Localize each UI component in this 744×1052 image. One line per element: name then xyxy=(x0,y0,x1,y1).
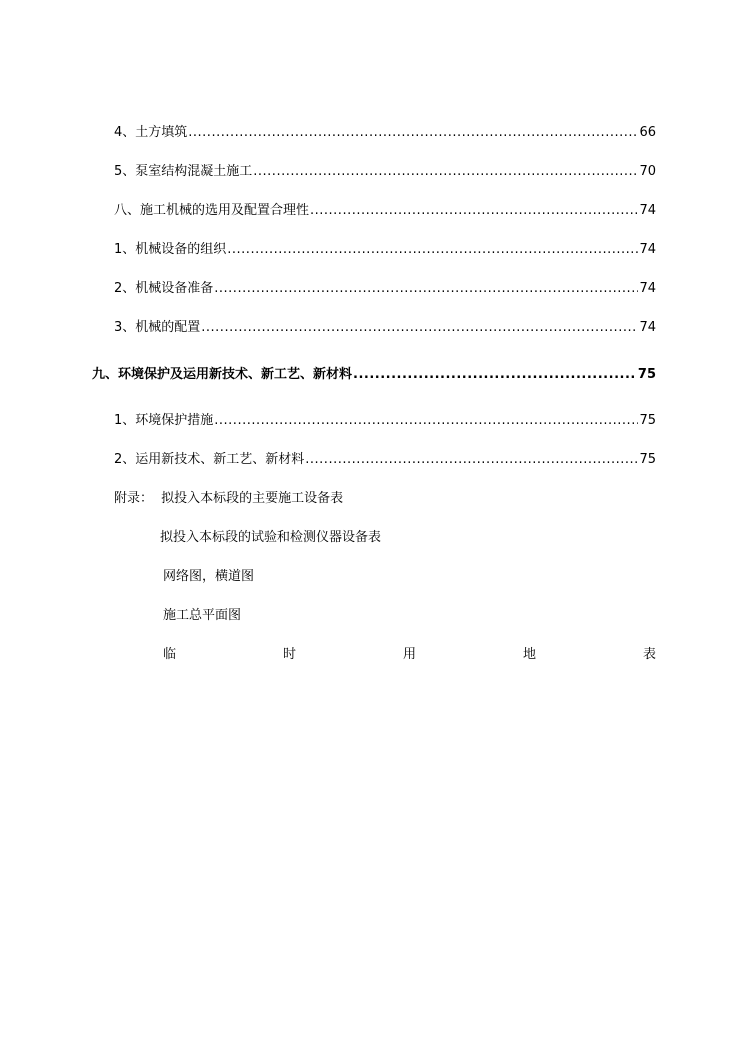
toc-entry-5[interactable] xyxy=(114,163,656,181)
dot-leader xyxy=(214,412,638,430)
toc-entry-title: 八、施工机械的选用及配置合理性 xyxy=(114,203,310,218)
toc-entry-page: 74 xyxy=(639,320,656,335)
toc-entry-page: 74 xyxy=(639,281,656,296)
toc-entry-page: 74 xyxy=(639,242,656,257)
dot-leader xyxy=(253,163,638,181)
toc-section-9[interactable] xyxy=(92,366,656,384)
appendix-char: 用 xyxy=(402,647,416,662)
dot-leader xyxy=(214,280,638,298)
toc-entry-title: 2、运用新技术、新工艺、新材料 xyxy=(114,452,305,467)
toc-entry-page: 74 xyxy=(639,203,656,218)
toc-entry-8-1[interactable] xyxy=(114,241,656,259)
appendix-item: 拟投入本标段的主要施工设备表 xyxy=(161,491,344,506)
toc-entry-9-2[interactable] xyxy=(114,451,656,469)
appendix-char: 临 xyxy=(163,647,177,662)
dot-leader xyxy=(305,451,638,469)
dot-leader xyxy=(310,202,638,220)
toc-entry-page: 66 xyxy=(639,125,656,140)
toc-entry-4[interactable] xyxy=(114,124,656,142)
appendix-item: 拟投入本标段的试验和检测仪器设备表 xyxy=(160,530,382,545)
toc-entry-title: 4、土方填筑 xyxy=(114,125,188,140)
toc-entry-title: 5、泵室结构混凝土施工 xyxy=(114,164,253,179)
toc-entry-9-1[interactable] xyxy=(114,412,656,430)
toc-entry-8-2[interactable] xyxy=(114,280,656,298)
toc-entry-page: 75 xyxy=(637,367,656,382)
dot-leader xyxy=(227,241,638,259)
appendix-char: 表 xyxy=(642,647,656,662)
appendix-item-justified xyxy=(163,646,656,664)
toc-section-8[interactable] xyxy=(114,202,656,220)
toc-entry-8-3[interactable] xyxy=(114,319,656,337)
toc-entry-title: 九、环境保护及运用新技术、新工艺、新材料 xyxy=(92,367,353,382)
toc-entry-page: 75 xyxy=(639,452,656,467)
dot-leader xyxy=(353,366,637,384)
toc-entry-title: 3、机械的配置 xyxy=(114,320,201,335)
appendix-item: 网络图，横道图 xyxy=(163,569,255,584)
toc-entry-page: 70 xyxy=(639,164,656,179)
appendix-char: 时 xyxy=(282,647,296,662)
appendix-char: 地 xyxy=(522,647,536,662)
dot-leader xyxy=(188,124,638,142)
toc-entry-title: 2、机械设备准备 xyxy=(114,281,214,296)
toc-entry-title: 1、机械设备的组织 xyxy=(114,242,227,257)
appendix-item: 施工总平面图 xyxy=(163,608,242,623)
dot-leader xyxy=(201,319,638,337)
toc-entry-title: 1、环境保护措施 xyxy=(114,413,214,428)
toc-entry-page: 75 xyxy=(639,413,656,428)
appendix-label: 附录： xyxy=(114,491,154,506)
appendix-line-1 xyxy=(114,490,343,508)
